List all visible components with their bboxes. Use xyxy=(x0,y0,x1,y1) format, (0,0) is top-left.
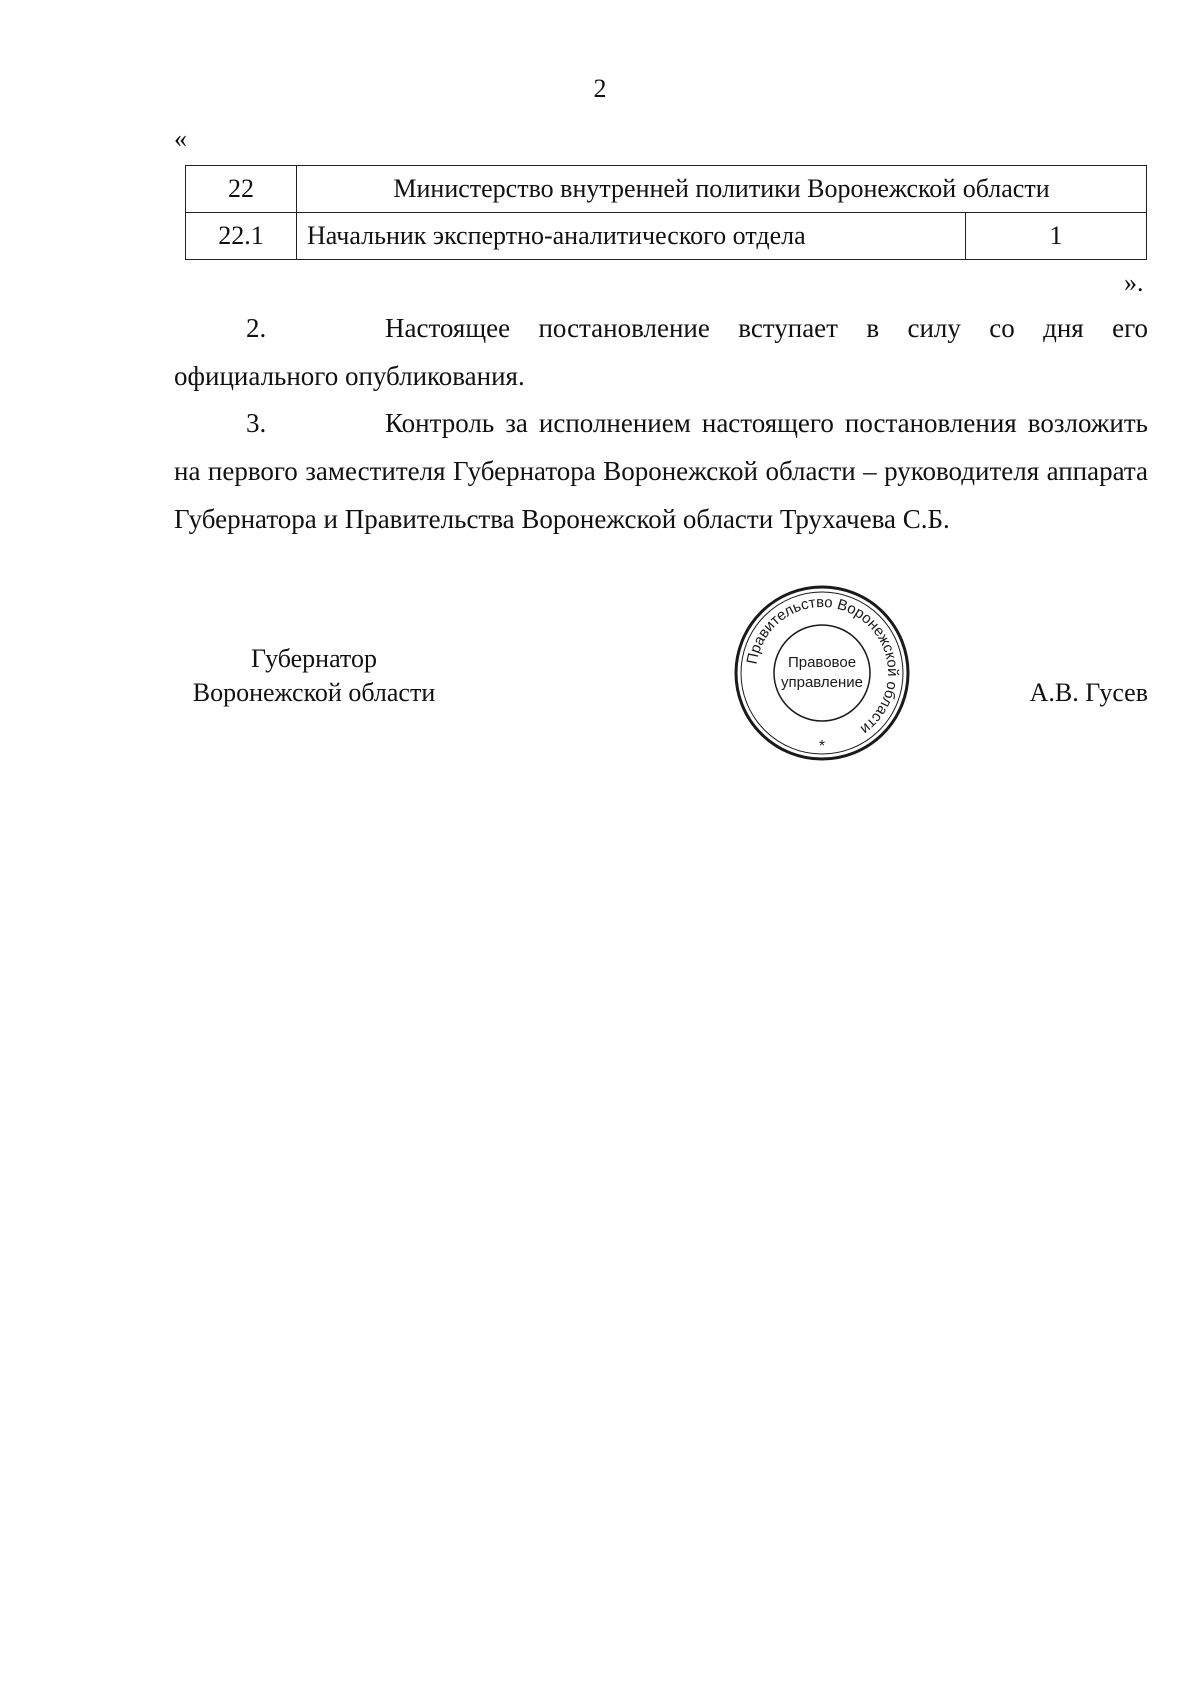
position-count: 1 xyxy=(966,213,1147,260)
stamp-center-line1: Правовое xyxy=(787,654,857,671)
position-name: Начальник экспертно-аналитического отдела xyxy=(297,213,966,260)
stamp-inner-ring xyxy=(741,592,903,754)
signatory-name: А.В. Гусев xyxy=(1029,678,1148,707)
stamp-ring-text: Правительство Воронежской области xyxy=(743,593,902,738)
paragraph-number: 3. xyxy=(246,408,267,438)
signatory-title-line1: Губернатор xyxy=(251,644,377,673)
opening-quote: « xyxy=(174,124,187,153)
paragraph-text: Настоящее постановление вступает в силу со дня его официального опубликования. xyxy=(174,313,1148,391)
stamp-center-line2: управление xyxy=(780,674,864,691)
row-number: 22 xyxy=(186,166,297,213)
table-row xyxy=(186,213,1147,260)
paragraph-3 xyxy=(174,399,1148,543)
page-number: 2 xyxy=(593,74,607,103)
signatory-title-line2: Воронежской области xyxy=(192,678,436,707)
paragraph-2 xyxy=(174,304,1148,400)
official-stamp xyxy=(732,583,912,763)
signatory-title xyxy=(174,642,454,710)
paragraph-text: Контроль за исполнением настоящего постановления возложить на первого заместителя Губернатора Воронежской области – руководителя аппарата Губернатора и Правительства Воронежской области Трухачева С.Б. xyxy=(174,408,1148,534)
row-number: 22.1 xyxy=(186,213,297,260)
stamp-star: * xyxy=(818,738,826,755)
stamp-center-ring xyxy=(774,625,870,721)
stamp-outer-ring xyxy=(736,587,908,759)
closing-quote: ». xyxy=(1124,268,1144,297)
department-name: Министерство внутренней политики Воронежской области xyxy=(297,166,1147,213)
table-row xyxy=(186,166,1147,213)
paragraph-number: 2. xyxy=(246,313,267,343)
staff-table xyxy=(185,165,1147,260)
